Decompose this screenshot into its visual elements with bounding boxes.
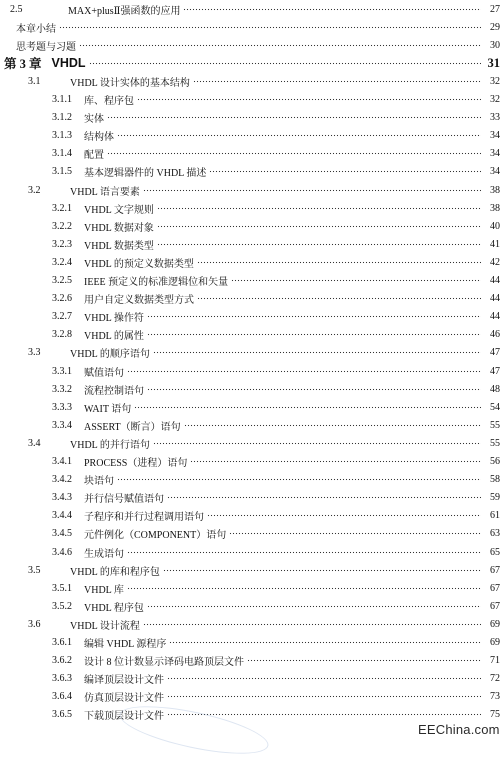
toc-entry-page: 47 (490, 365, 500, 377)
dot-leader (137, 96, 481, 104)
toc-entry-page: 38 (490, 184, 500, 196)
toc-entry-page: 75 (490, 709, 500, 721)
toc-entry[interactable] (0, 543, 504, 561)
toc-entry-title: 流程控制语句 (84, 385, 144, 397)
toc-entry[interactable] (0, 416, 504, 434)
toc-entry-page: 32 (490, 75, 500, 87)
dot-leader (163, 566, 481, 574)
toc-entry-title: VHDL 库 (84, 584, 124, 596)
toc-entry-page: 54 (490, 401, 500, 413)
dot-leader (59, 23, 481, 31)
toc-entry-title: 配置 (84, 150, 104, 162)
toc-entry-title: 结构体 (84, 132, 114, 144)
toc-entry-title: VHDL 设计流程 (70, 620, 140, 632)
toc-entry-page: 63 (490, 528, 500, 540)
toc-entry-number: 3.1.2 (52, 112, 72, 124)
toc-entry[interactable] (0, 398, 504, 416)
toc-entry-number: 3.1 (28, 75, 41, 87)
toc-entry[interactable] (0, 145, 504, 163)
dot-leader (117, 476, 481, 484)
toc-entry-title: 思考题与习题 (16, 41, 76, 53)
dot-leader (229, 530, 481, 538)
dot-leader (157, 204, 481, 212)
dot-leader (190, 458, 481, 466)
toc-entry[interactable] (0, 127, 504, 145)
toc-entry-title: VHDL 语言要素 (70, 186, 140, 198)
toc-entry-title: 下载顶层设计文件 (84, 711, 164, 723)
dot-leader (157, 240, 481, 248)
toc-entry[interactable] (0, 72, 504, 90)
dot-leader (209, 168, 481, 176)
toc-entry[interactable] (0, 181, 504, 199)
toc-entry[interactable] (0, 453, 504, 471)
toc-entry-title: MAX+plusⅡ强函数的应用 (68, 5, 181, 17)
toc-entry-title: 库、程序包 (84, 96, 134, 107)
toc-entry-page: 30 (490, 39, 500, 51)
toc-entry-title: 仿真顶层设计文件 (84, 693, 164, 705)
toc-entry[interactable] (0, 54, 504, 72)
toc-entry-title: VHDL 程序包 (84, 602, 144, 614)
toc-entry-number: 3.2.8 (52, 329, 72, 341)
toc-entry[interactable] (0, 36, 504, 54)
toc-entry-page: 71 (490, 655, 500, 667)
toc-entry-page: 59 (490, 492, 500, 504)
toc-entry-page: 44 (490, 275, 500, 286)
toc-entry[interactable] (0, 290, 504, 308)
toc-entry[interactable] (0, 525, 504, 543)
toc-entry[interactable] (0, 434, 504, 452)
toc-entry[interactable] (0, 615, 504, 633)
dot-leader (134, 403, 481, 411)
toc-entry-title: VHDL 文字规则 (84, 204, 154, 216)
toc-entry-title: PROCESS（进程）语句 (84, 458, 188, 469)
toc-entry-number: 3.5.1 (52, 582, 72, 594)
toc-entry-page: 32 (490, 94, 500, 105)
toc-entry-title: 实体 (84, 114, 104, 126)
toc-entry-title: VHDL (51, 56, 86, 71)
toc-entry-title: VHDL 的库和程序包 (70, 566, 160, 578)
dot-leader (231, 277, 481, 285)
toc-entry-page: 67 (490, 564, 500, 576)
toc-entry-number: 3.3.1 (52, 365, 72, 377)
toc-entry-number: 3.5.2 (52, 600, 72, 612)
toc-entry-number: 3.2.7 (52, 311, 72, 323)
toc-entry-title: VHDL 操作符 (84, 313, 144, 325)
toc-entry[interactable] (0, 199, 504, 217)
toc-entry[interactable] (0, 253, 504, 271)
toc-entry-title: 赋值语句 (84, 367, 124, 379)
toc-entry[interactable] (0, 507, 504, 525)
dot-leader (167, 675, 481, 683)
toc-entry-page: 72 (490, 673, 500, 685)
toc-entry-title: 子程序和并行过程调用语句 (84, 512, 204, 524)
toc-entry[interactable] (0, 308, 504, 326)
dot-leader (117, 132, 481, 140)
toc-entry[interactable] (0, 471, 504, 489)
toc-entry-title: 编译顶层设计文件 (84, 675, 164, 687)
toc-entry-number: 3.6.4 (52, 691, 72, 703)
toc-entry[interactable] (0, 489, 504, 507)
dot-leader (89, 59, 481, 67)
toc-entry[interactable] (0, 670, 504, 688)
toc-entry[interactable] (0, 579, 504, 597)
toc-entry-title: 块语句 (84, 476, 114, 488)
toc-entry-number: 3.1.4 (52, 148, 72, 160)
toc-entry[interactable] (0, 561, 504, 579)
toc-entry-number: 3.3.4 (52, 419, 72, 431)
toc-entry-title: VHDL 的预定义数据类型 (84, 258, 194, 270)
dot-leader (143, 186, 481, 194)
toc-entry[interactable] (0, 634, 504, 652)
toc-entry-page: 56 (490, 456, 500, 467)
toc-entry-number: 第 3 章 (4, 57, 42, 72)
dot-leader (247, 657, 481, 665)
toc-entry[interactable] (0, 217, 504, 235)
toc-entry[interactable] (0, 91, 504, 109)
dot-leader (153, 349, 481, 357)
toc-entry-page: 67 (490, 600, 500, 612)
toc-entry[interactable] (0, 362, 504, 380)
dot-leader (127, 367, 481, 375)
toc-entry-page: 42 (490, 256, 500, 268)
dot-leader (167, 494, 481, 502)
toc-entry-number: 3.2.1 (52, 202, 72, 214)
dot-leader (153, 439, 481, 447)
toc-entry-page: 44 (490, 293, 500, 305)
toc-entry-number: 3.2.5 (52, 275, 72, 286)
dot-leader (183, 5, 481, 13)
dot-leader (184, 421, 481, 429)
toc-entry-page: 69 (490, 637, 500, 648)
toc-entry[interactable] (0, 272, 504, 290)
toc-entry-number: 3.4.3 (52, 492, 72, 504)
toc-entry-number: 3.3.3 (52, 401, 72, 413)
watermark: EEChina.com (418, 722, 500, 737)
dot-leader (127, 548, 481, 556)
toc-entry[interactable] (0, 109, 504, 127)
dot-leader (147, 331, 481, 339)
toc-entry-page: 61 (490, 510, 500, 522)
toc-entry-title: 生成语句 (84, 548, 124, 560)
toc-entry-page: 27 (490, 3, 500, 15)
toc-entry-title: IEEE 预定义的标准逻辑位和矢量 (84, 277, 229, 288)
toc-entry-number: 3.2.4 (52, 256, 72, 268)
toc-entry[interactable] (0, 344, 504, 362)
toc-entry-title: 用户自定义数据类型方式 (84, 295, 194, 307)
toc-entry[interactable] (0, 597, 504, 615)
toc-entry-title: VHDL 的属性 (84, 331, 144, 343)
toc-entry-number: 3.1.5 (52, 166, 72, 178)
toc-entry-number: 3.2.2 (52, 220, 72, 232)
toc-entry-page: 67 (490, 582, 500, 594)
toc-entry-page: 34 (490, 130, 500, 142)
toc-entry-title: 并行信号赋值语句 (84, 494, 164, 506)
toc-entry-page: 65 (490, 546, 500, 558)
toc-entry-number: 3.4.1 (52, 456, 72, 467)
toc-entry-number: 3.5 (28, 564, 41, 576)
toc-entry-page: 29 (490, 21, 500, 33)
toc-entry-title: 基本逻辑器件的 VHDL 描述 (84, 168, 207, 180)
toc-entry[interactable] (0, 380, 504, 398)
toc-entry-page: 69 (490, 618, 500, 630)
toc-entry[interactable] (0, 652, 504, 670)
toc-entry-page: 48 (490, 383, 500, 395)
dot-leader (143, 620, 481, 628)
dot-leader (167, 693, 481, 701)
toc-entry-number: 3.1.3 (52, 130, 72, 142)
toc-entry-page: 41 (490, 238, 500, 250)
toc-entry-page: 33 (490, 112, 500, 124)
dot-leader (79, 41, 481, 49)
toc-entry-title: 编辑 VHDL 源程序 (84, 639, 167, 650)
toc-entry-number: 3.2.3 (52, 238, 72, 250)
toc-entry[interactable] (0, 688, 504, 706)
dot-leader (147, 602, 481, 610)
toc-entry-page: 58 (490, 474, 500, 486)
toc-entry-number: 3.6.3 (52, 673, 72, 685)
toc-entry-title: VHDL 数据类型 (84, 240, 154, 252)
toc-entry[interactable] (0, 235, 504, 253)
toc-entry-number: 3.4.2 (52, 474, 72, 486)
dot-leader (157, 222, 481, 230)
dot-leader (107, 150, 481, 158)
toc-entry-page: 44 (490, 311, 500, 323)
toc-entry-number: 3.1.1 (52, 94, 72, 105)
toc-entry-page: 47 (490, 347, 500, 359)
toc-entry-number: 3.4 (28, 437, 41, 449)
toc-entry-title: VHDL 的顺序语句 (70, 349, 150, 361)
toc-entry-number: 3.2 (28, 184, 41, 196)
dot-leader (197, 258, 481, 266)
toc-entry-page: 31 (487, 55, 500, 70)
toc-entry-number: 3.4.6 (52, 546, 72, 558)
toc-entry-number: 3.6.2 (52, 655, 72, 667)
toc-entry-title: 设计 8 位计数显示译码电路顶层文件 (84, 657, 244, 669)
toc-entry-title: VHDL 设计实体的基本结构 (70, 77, 190, 89)
toc-entry-page: 34 (490, 148, 500, 160)
toc-entry-number: 3.6.5 (52, 709, 72, 721)
toc-entry-number: 3.3.2 (52, 383, 72, 395)
toc-entry-title: 本章小结 (16, 23, 56, 35)
dot-leader (193, 77, 481, 85)
toc-entry-number: 3.2.6 (52, 293, 72, 305)
toc-entry-page: 46 (490, 329, 500, 341)
toc-entry[interactable] (0, 0, 504, 18)
toc-entry-page: 38 (490, 202, 500, 214)
toc-entry-page: 55 (490, 437, 500, 449)
toc-entry[interactable] (0, 18, 504, 36)
dot-leader (207, 512, 481, 520)
dot-leader (169, 639, 481, 647)
toc-entry-number: 2.5 (10, 3, 23, 15)
dot-leader (127, 584, 481, 592)
toc-entry-title: VHDL 的并行语句 (70, 439, 150, 451)
toc-entry-number: 3.6 (28, 618, 41, 630)
dot-leader (107, 114, 481, 122)
dot-leader (167, 711, 481, 719)
toc-entry-title: WAIT 语句 (84, 403, 132, 415)
dot-leader (147, 313, 481, 321)
toc-entry-title: VHDL 数据对象 (84, 222, 154, 234)
dot-leader (197, 295, 481, 303)
toc-entry-number: 3.4.5 (52, 528, 72, 540)
toc-entry-page: 55 (490, 419, 500, 431)
toc-entry-title: 元件例化（COMPONENT）语句 (84, 530, 227, 542)
toc-entry-title: ASSERT（断言）语句 (84, 421, 181, 433)
toc-entry[interactable] (0, 326, 504, 344)
toc-entry[interactable] (0, 163, 504, 181)
toc-entry-number: 3.6.1 (52, 637, 72, 648)
toc-entry-number: 3.4.4 (52, 510, 72, 522)
toc-entry-page: 73 (490, 691, 500, 703)
toc-entry-page: 34 (490, 166, 500, 178)
toc-entry-number: 3.3 (28, 347, 41, 359)
toc-entry-page: 40 (490, 220, 500, 232)
dot-leader (147, 385, 481, 393)
